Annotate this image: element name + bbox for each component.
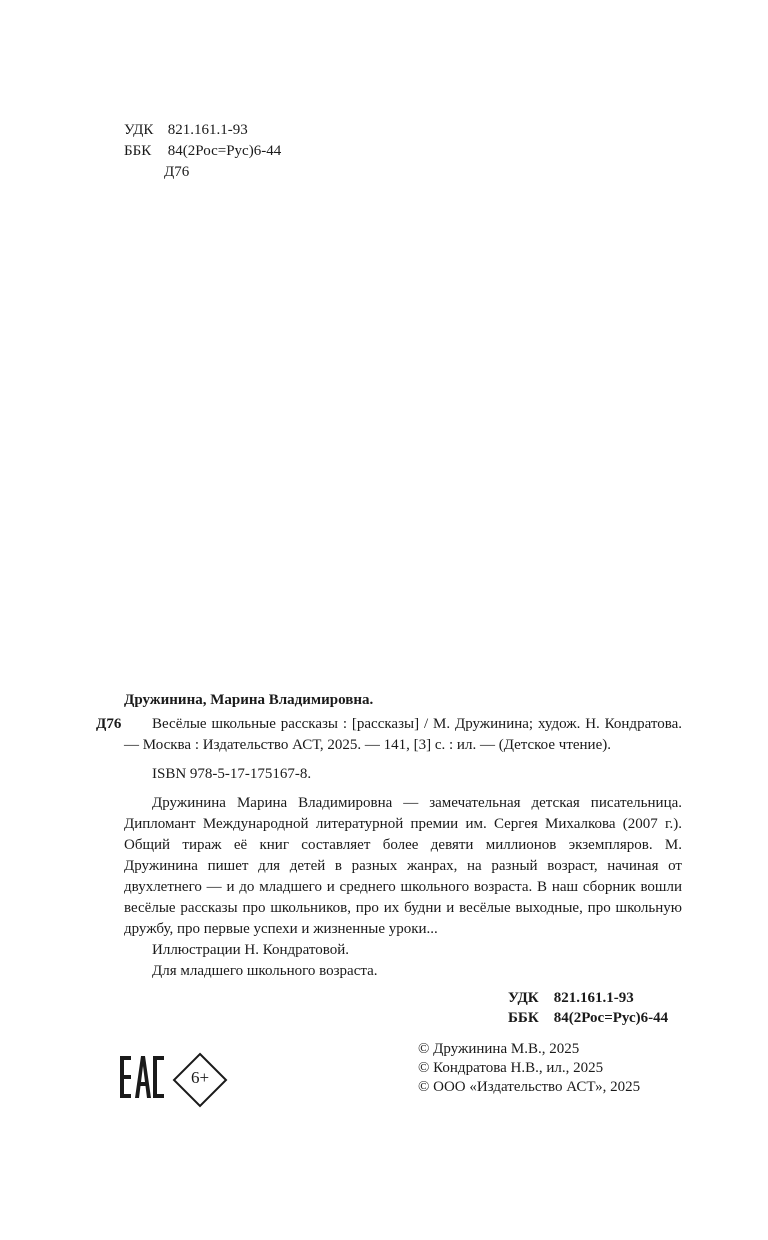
bottom-udk-row [508,988,668,1008]
bottom-classification-codes [508,988,668,1028]
bottom-bbk-row [508,1008,668,1028]
top-udk-row [124,120,281,141]
age-rating: 6+ [190,1068,210,1087]
bottom-bbk-label: ББК [508,1010,539,1026]
copyright-author: © Дружинина М.В., 2025 [418,1041,580,1057]
top-author-mark: Д76 [164,164,190,180]
top-udk-label: УДК [124,122,154,138]
annotation: Дружинина Марина Владимировна — замечательная детская писательница. Дипломант Международной литературной премии им. Сергея Михалкова (2007 г.). Общий тираж её книг составляет более девяти миллионов экземпляров. М. Дружинина пишет для детей в разных жанрах, на разный возраст, начиная от двухлетнего — и до младшего и среднего школьного возраста. В наш сборник вошли весёлые рассказы про школьников, про их будни и весёлые выходные, про школьную дружбу, про первые успехи и жизненные уроки... [124,795,682,937]
copyright-block [418,1040,640,1097]
bottom-udk-label: УДК [508,990,539,1006]
shelf-mark: Д76 [96,716,122,732]
top-bbk-label: ББК [124,143,152,159]
bibliographic-record [124,714,682,982]
top-bbk-value: 84(2Рос=Рус)6-44 [167,143,282,159]
bottom-udk-value: 821.161.1-93 [553,990,634,1006]
top-bbk-row [124,141,281,162]
isbn: ISBN 978-5-17-175167-8. [152,766,312,782]
top-classification-codes [124,120,281,183]
audience-note: Для младшего школьного возраста. [152,963,378,979]
eac-mark-icon [120,1056,164,1098]
bibliographic-description: Весёлые школьные рассказы : [рассказы] / М. Дружинина; худож. Н. Кондратова. — Москва : Издательство АСТ, 2025. — 141, [3] с. : ил. — (Детское чтение). [124,716,682,753]
illustrations-credit: Иллюстрации Н. Кондратовой. [152,942,350,958]
copyright-publisher: © ООО «Издательство АСТ», 2025 [418,1079,641,1095]
author-heading: Дружинина, Марина Владимировна. [124,692,374,708]
top-udk-value: 821.161.1-93 [167,122,248,138]
copyright-illustrator: © Кондратова Н.В., ил., 2025 [418,1060,604,1076]
bottom-bbk-value: 84(2Рос=Рус)6-44 [553,1010,669,1026]
